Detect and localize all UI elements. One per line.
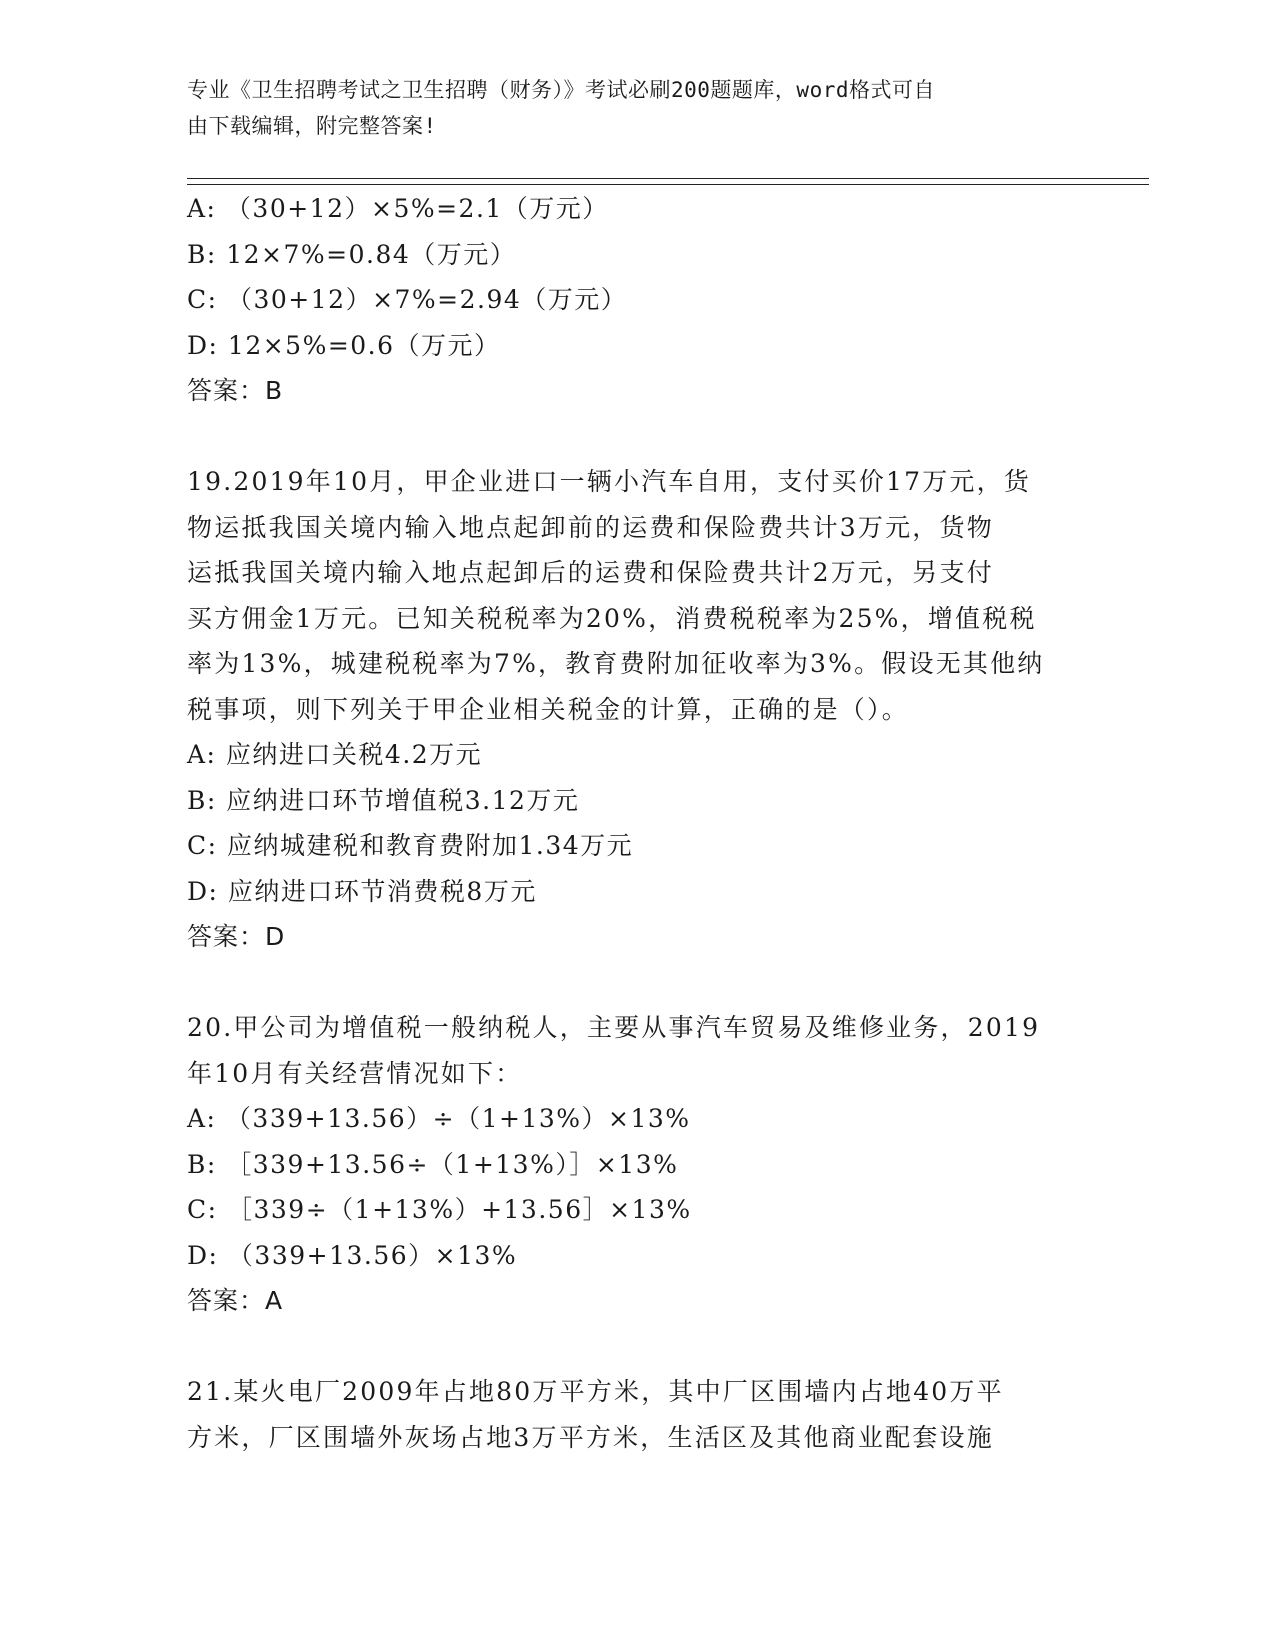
option-c: C: 应纳城建税和教育费附加1.34万元 xyxy=(187,831,634,860)
question-line: 买方佣金1万元。已知关税税率为20%，消费税税率为25%，增值税税 xyxy=(187,603,1037,633)
question-21-block xyxy=(187,1369,1087,1460)
question-line: 21.某火电厂2009年占地80万平方米，其中厂区围墙内占地40万平 xyxy=(187,1377,1004,1406)
answer-label: 答案：D xyxy=(187,922,286,951)
question-21-text xyxy=(187,1369,1087,1460)
option-d: D: 12×5%=0.6（万元） xyxy=(187,330,501,360)
question-line: 20.甲公司为增值税一般纳税人，主要从事汽车贸易及维修业务，2019 xyxy=(187,1013,1041,1042)
option-d: D: （339+13.56）×13% xyxy=(187,1240,518,1270)
question-line: 率为13%，城建税税率为7%，教育费附加征收率为3%。假设无其他纳 xyxy=(187,649,1045,678)
spacer xyxy=(187,414,1087,460)
question-line: 税事项，则下列关于甲企业相关税金的计算，正确的是（）。 xyxy=(187,694,909,724)
option-c: C: （30+12）×7%=2.94（万元） xyxy=(187,285,628,314)
document-header xyxy=(187,72,1067,144)
option-d: D: 应纳进口环节消费税8万元 xyxy=(187,876,537,906)
header-divider-bottom xyxy=(187,184,1149,185)
question-line: 年10月有关经营情况如下： xyxy=(187,1058,523,1088)
option-b: B: 应纳进口环节增值税3.12万元 xyxy=(187,785,580,815)
question-20-block xyxy=(187,1005,1087,1324)
header-line-1: 专业《卫生招聘考试之卫生招聘（财务）》考试必刷200题题库，word格式可自 xyxy=(187,78,935,102)
question-19-block xyxy=(187,459,1087,960)
answer-label: 答案：B xyxy=(187,376,284,405)
question-line: 方米，厂区围墙外灰场占地3万平方米，生活区及其他商业配套设施 xyxy=(187,1422,994,1452)
option-b: B: 12×7%=0.84（万元） xyxy=(187,239,517,269)
header-line-2: 由下载编辑，附完整答案! xyxy=(187,114,437,138)
document-body xyxy=(187,186,1087,1460)
question-line: 物运抵我国关境内输入地点起卸前的运费和保险费共计3万元，货物 xyxy=(187,512,994,542)
answer-label: 答案：A xyxy=(187,1286,284,1315)
option-c: C: ［339÷（1+13%）+13.56］×13% xyxy=(187,1195,692,1224)
question-line: 19.2019年10月，甲企业进口一辆小汽车自用，支付买价17万元，货 xyxy=(187,467,1032,496)
header-divider-top xyxy=(187,178,1149,179)
option-a: A: （339+13.56）÷（1+13%）×13% xyxy=(187,1104,691,1133)
spacer xyxy=(187,1324,1087,1370)
question-20-text xyxy=(187,1005,1087,1096)
question-line: 运抵我国关境内输入地点起卸后的运费和保险费共计2万元，另支付 xyxy=(187,558,994,587)
spacer xyxy=(187,960,1087,1006)
question-19-text xyxy=(187,459,1087,732)
option-b: B: ［339+13.56÷（1+13%）］×13% xyxy=(187,1149,679,1179)
option-a: A: （30+12）×5%=2.1（万元） xyxy=(187,194,609,223)
option-a: A: 应纳进口关税4.2万元 xyxy=(187,740,483,769)
prev-question-block xyxy=(187,186,1087,414)
